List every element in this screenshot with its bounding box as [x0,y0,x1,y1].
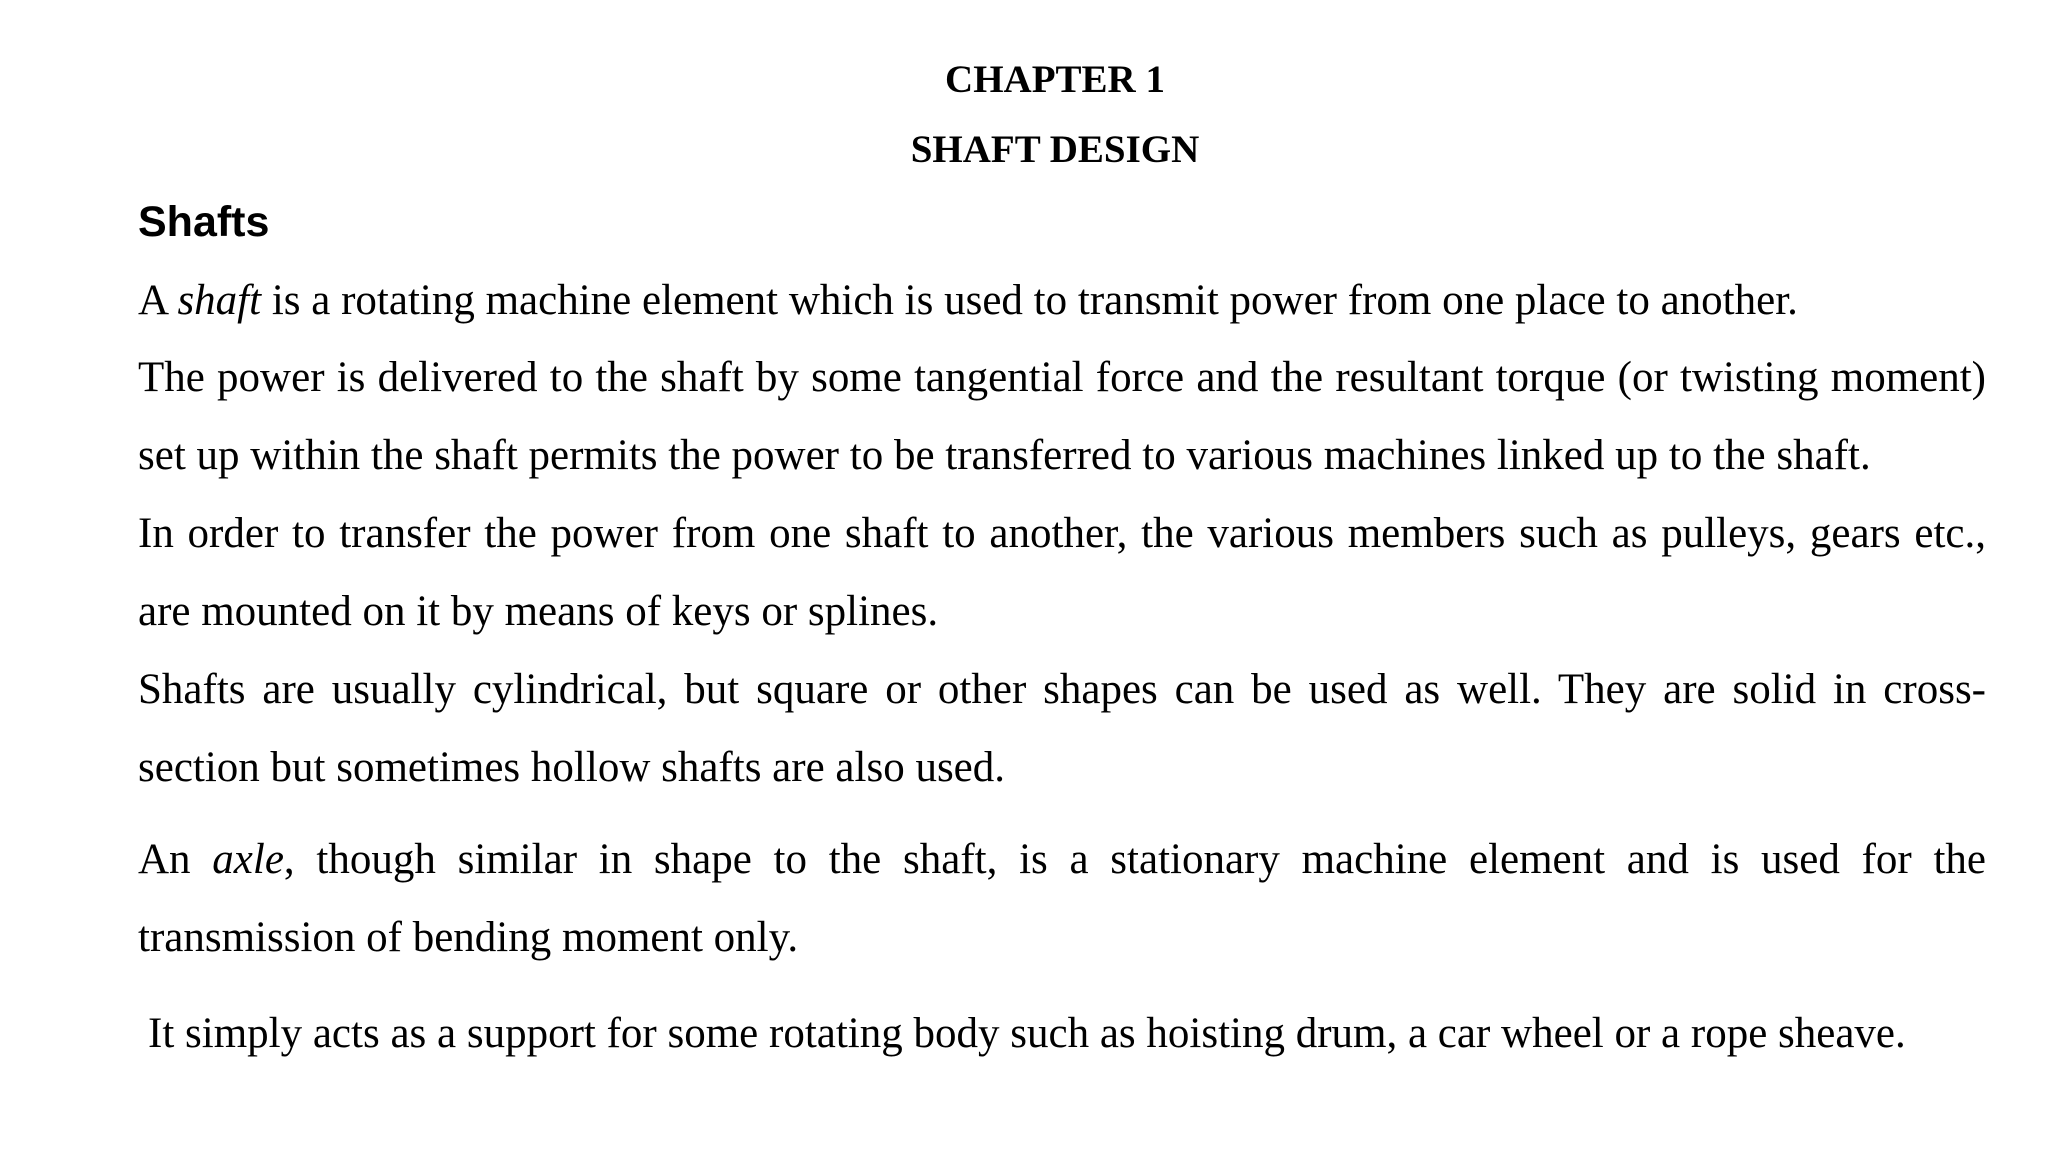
paragraph-axle-support: It simply acts as a support for some rotating body such as hoisting drum, a car wheel or a rope sheave. [148,1010,1906,1057]
chapter-title: SHAFT DESIGN [910,128,1200,171]
section-heading: Shafts [138,198,270,246]
paragraph-power-delivery: The power is delivered to the shaft by some tangential force and the resultant torque (or twisting moment) set up within the shaft permits the power to be transferred to various machines linked up to the shaft. [138,354,1986,479]
term-axle: axle [212,836,284,883]
term-shaft: shaft [177,277,262,324]
paragraph-text: , though similar in shape to the shaft, is a stationary machine element and is used for the transmission of bending moment only. [138,836,1986,961]
paragraph-shaft-definition [138,262,1986,340]
paragraph-shaft-shapes: Shafts are usually cylindrical, but square or other shapes can be used as well. They are solid in cross-section but sometimes hollow shafts are also used. [138,666,1986,791]
chapter-label: CHAPTER 1 [945,58,1165,101]
paragraph-text: is a rotating machine element which is used to transmit power from one place to another. [261,277,1798,324]
paragraph-axle-definition [138,821,1986,977]
paragraph-text: A [138,277,178,324]
paragraph-text: An [138,836,213,883]
paragraph-power-transfer: In order to transfer the power from one shaft to another, the various members such as pulleys, gears etc., are mounted on it by means of keys or splines. [138,510,1986,635]
